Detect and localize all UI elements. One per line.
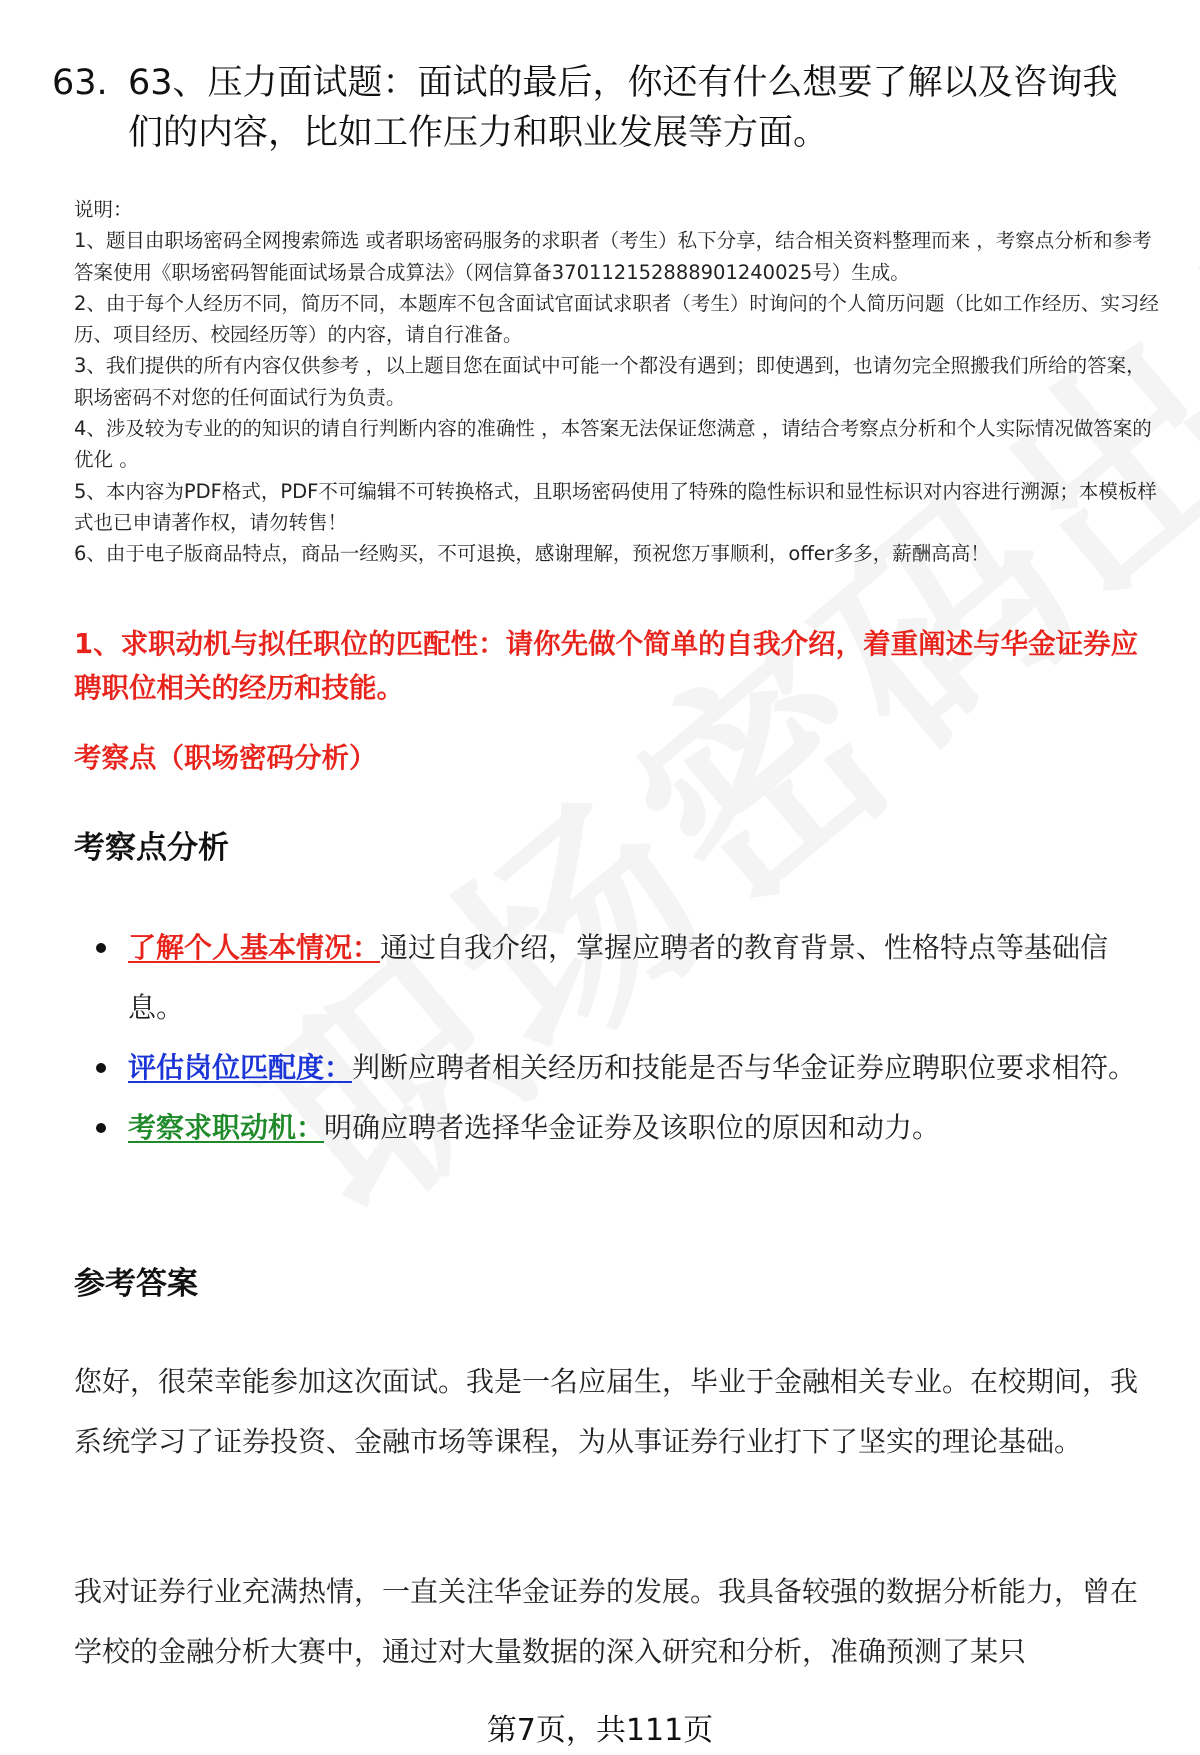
note-item-4: 4、涉及较为专业的的知识的请自行判断内容的准确性 ，本答案无法保证您满意 ，请结合考察点分析和个人实际情况做答案的优化 。 [74, 417, 1152, 472]
analysis-point-label: 考察求职动机： [128, 1111, 325, 1144]
question-title-text: 63、压力面试题：面试的最后，你还有什么想要了解以及咨询我们的内容，比如工作压力和职业发展等方面。 [128, 63, 1118, 153]
page-footer: 第7页，共111页 [486, 1713, 714, 1748]
analysis-point-text: 明确应聘者选择华金证券及该职位的原因和动力。 [324, 1111, 941, 1144]
note-item-6: 6、由于电子版商品特点，商品一经购买，不可退换，感谢理解，预祝您万事顺利，offer多多，薪酬高高！ [74, 542, 990, 566]
note-item-2: 2、由于每个人经历不同，简历不同，本题库不包含面试官面试求职者（考生）时询问的个人简历问题（比如工作经历、实习经历、项目经历、校园经历等）的内容，请自行准备。 [74, 291, 1159, 347]
assessment-label: 考察点（职场密码分析） [74, 742, 377, 774]
note-item-5: 5、本内容为PDF格式，PDF不可编辑不可转换格式，且职场密码使用了特殊的隐性标识和显性标识对内容进行溯源；本模板样式也已申请著作权，请勿转售！ [74, 479, 1157, 534]
reference-heading: 参考答案 [74, 1266, 198, 1302]
note-item-3: 3、我们提供的所有内容仅供参考 ，以上题目您在面试中可能一个都没有遇到；即使遇到，也请勿完全照搬我们所给的答案，职场密码不对您的任何面试行为负责。 [74, 354, 1146, 409]
analysis-point-label: 评估岗位匹配度： [128, 1051, 353, 1084]
analysis-point-text: 判断应聘者相关经历和技能是否与华金证券应聘职位要求相符。 [352, 1051, 1137, 1084]
answer-paragraph-2: 我对证券行业充满热情，一直关注华金证券的发展。我具备较强的数据分析能力，曾在学校的金融分析大赛中，通过对大量数据的深入研究和分析，准确预测了某只 [74, 1575, 1139, 1668]
bullet-icon [96, 943, 106, 953]
notes-heading: 说明： [74, 198, 133, 221]
question-number: 63. [52, 63, 108, 103]
analysis-point-text: 通过自我介绍，掌握应聘者的教育背景、性格特点等基础信息。 [128, 931, 1109, 1024]
analysis-heading: 考察点分析 [74, 830, 229, 866]
analysis-list [96, 918, 1146, 1158]
list-item [96, 1098, 1146, 1158]
note-item-1: 1、题目由职场密码全网搜索筛选 或者职场密码服务的求职者（考生）私下分享，结合相关资料整理而来 ，考察点分析和参考答案使用《职场密码智能面试场景合成算法》（网信算备370112152888901240025号）生成。 [74, 229, 1152, 284]
bullet-icon [96, 1123, 106, 1133]
disclaimer-notes [74, 194, 1164, 570]
bullet-icon [96, 1063, 106, 1073]
list-item [96, 1038, 1146, 1098]
question-title [52, 58, 1152, 158]
analysis-point-label: 了解个人基本情况： [128, 931, 381, 964]
list-item [96, 918, 1146, 1038]
answer-paragraph-1: 您好，很荣幸能参加这次面试。我是一名应届生，毕业于金融相关专业。在校期间，我系统学习了证券投资、金融市场等课程，为从事证券行业打下了坚实的理论基础。 [74, 1365, 1139, 1458]
sub-question: 1、求职动机与拟任职位的匹配性：请你先做个简单的自我介绍，着重阐述与华金证券应聘职位相关的经历和技能。 [74, 628, 1139, 704]
